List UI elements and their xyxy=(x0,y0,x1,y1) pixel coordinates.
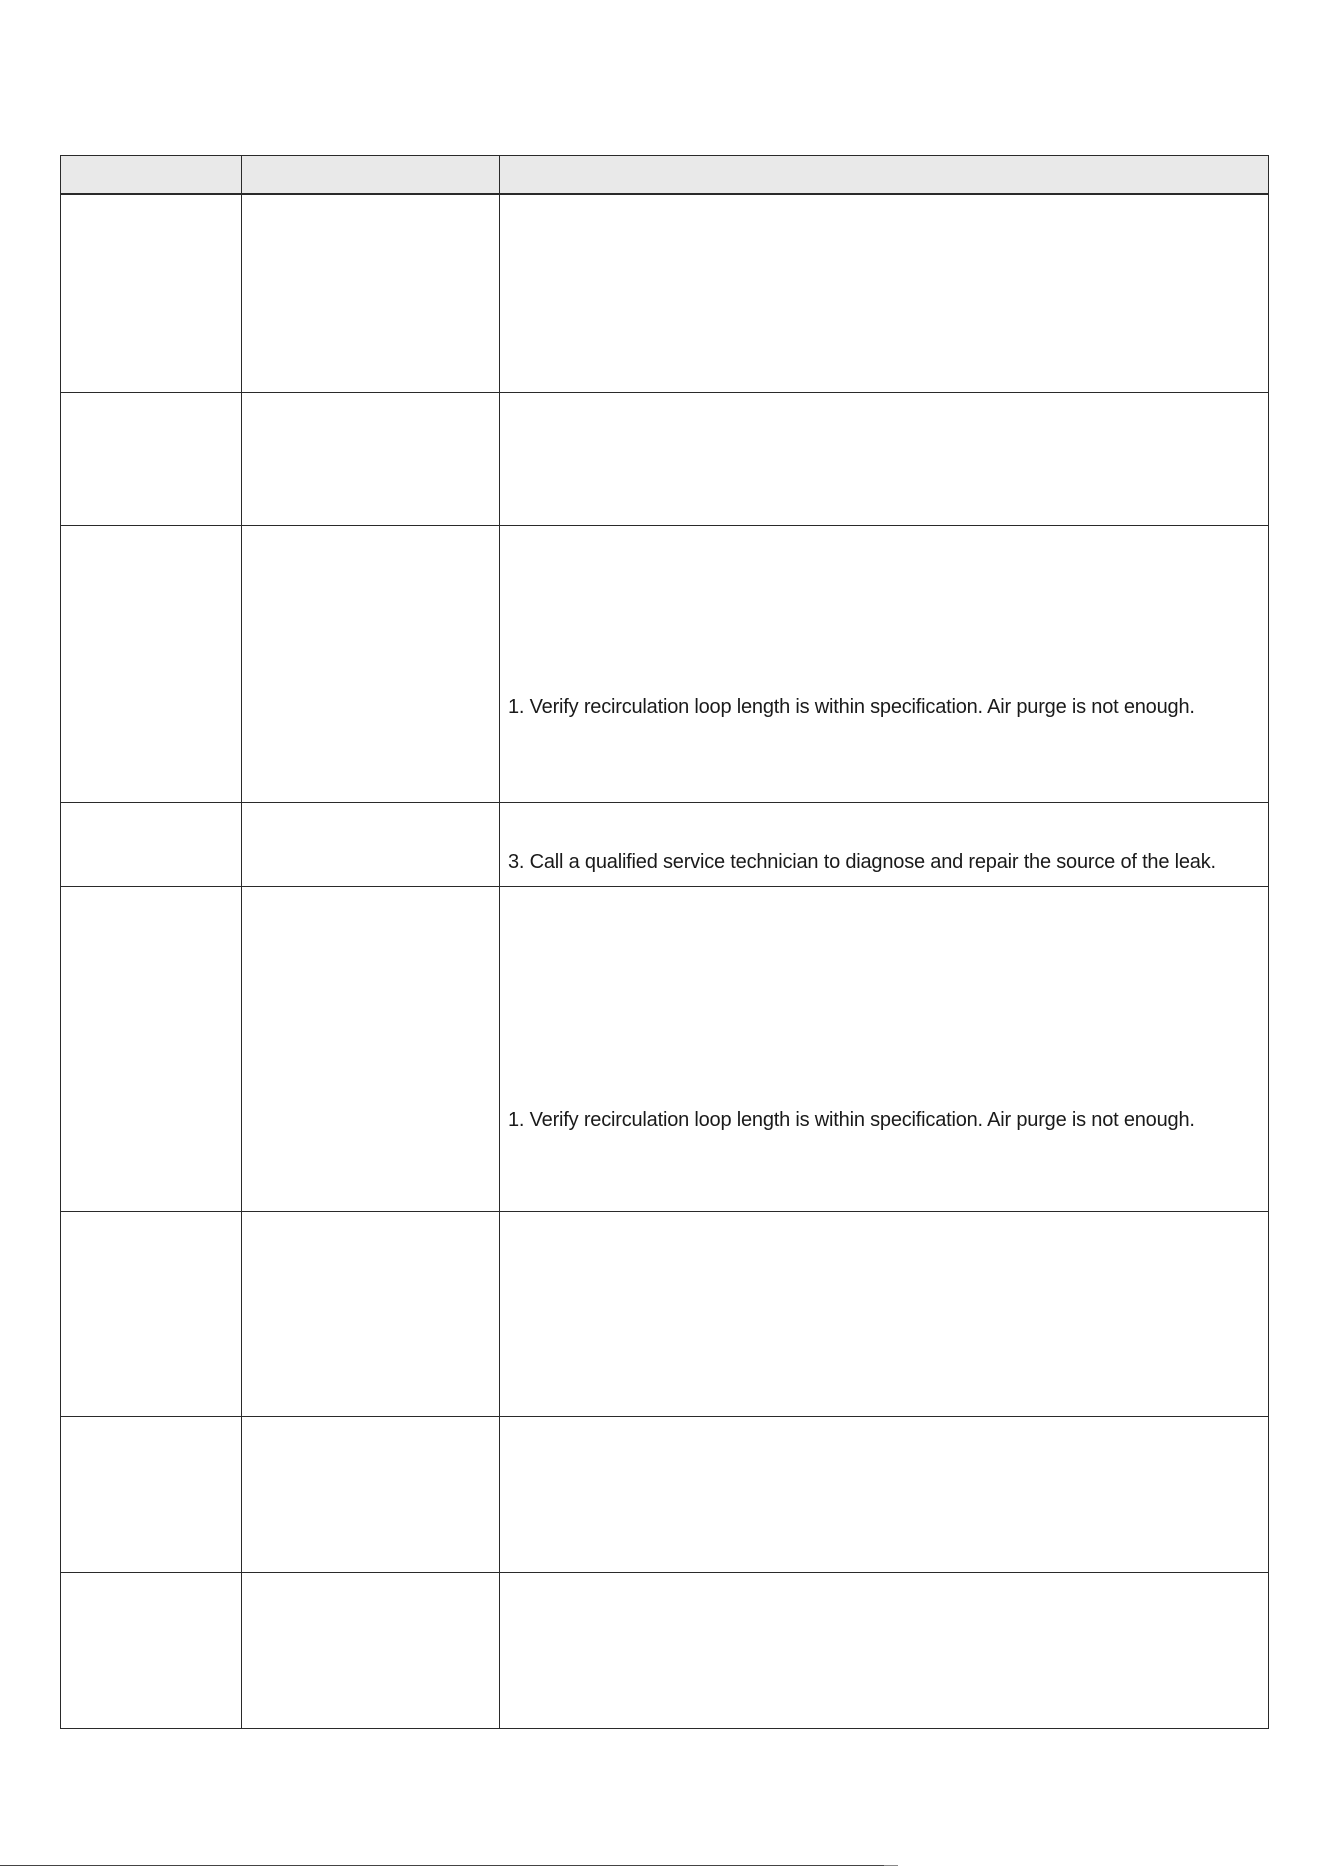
table-cell xyxy=(500,1417,1269,1573)
header-cell-3 xyxy=(500,156,1269,194)
table-cell xyxy=(242,803,500,887)
table-cell xyxy=(242,1573,500,1729)
table-cell xyxy=(242,393,500,526)
table-cell xyxy=(61,393,242,526)
table-row xyxy=(61,887,1269,1212)
table-body xyxy=(61,194,1269,1729)
table-cell xyxy=(242,887,500,1212)
table-header-row xyxy=(61,156,1269,194)
footer-divider xyxy=(0,1865,898,1866)
table-cell xyxy=(500,887,1269,1212)
table-row xyxy=(61,393,1269,526)
header-cell-1 xyxy=(61,156,242,194)
table-cell xyxy=(242,526,500,803)
table-cell xyxy=(61,1573,242,1729)
table-header xyxy=(61,156,1269,194)
table-cell xyxy=(500,393,1269,526)
table-cell xyxy=(61,887,242,1212)
table-row xyxy=(61,194,1269,393)
table-cell xyxy=(500,194,1269,393)
footer-divider-tail xyxy=(884,1865,898,1866)
table-cell xyxy=(242,1212,500,1417)
table-cell xyxy=(242,1417,500,1573)
table-cell xyxy=(61,194,242,393)
remedy-text: 1. Verify recirculation loop length is within specification. Air purge is not enough. xyxy=(508,1109,1195,1131)
table-row xyxy=(61,1212,1269,1417)
table-cell xyxy=(61,1212,242,1417)
table-row xyxy=(61,803,1269,887)
header-cell-2 xyxy=(242,156,500,194)
table-cell xyxy=(61,1417,242,1573)
table-row xyxy=(61,1573,1269,1729)
troubleshooting-table xyxy=(60,155,1269,1729)
table-cell xyxy=(242,194,500,393)
table-row xyxy=(61,1417,1269,1573)
table-row xyxy=(61,526,1269,803)
table-cell xyxy=(500,526,1269,803)
table-cell xyxy=(500,1212,1269,1417)
table-cell xyxy=(500,803,1269,887)
table-cell xyxy=(500,1573,1269,1729)
table-cell xyxy=(61,526,242,803)
remedy-text: 1. Verify recirculation loop length is within specification. Air purge is not enough. xyxy=(508,696,1195,718)
remedy-text: 3. Call a qualified service technician to diagnose and repair the source of the leak. xyxy=(508,851,1216,873)
table-cell xyxy=(61,803,242,887)
